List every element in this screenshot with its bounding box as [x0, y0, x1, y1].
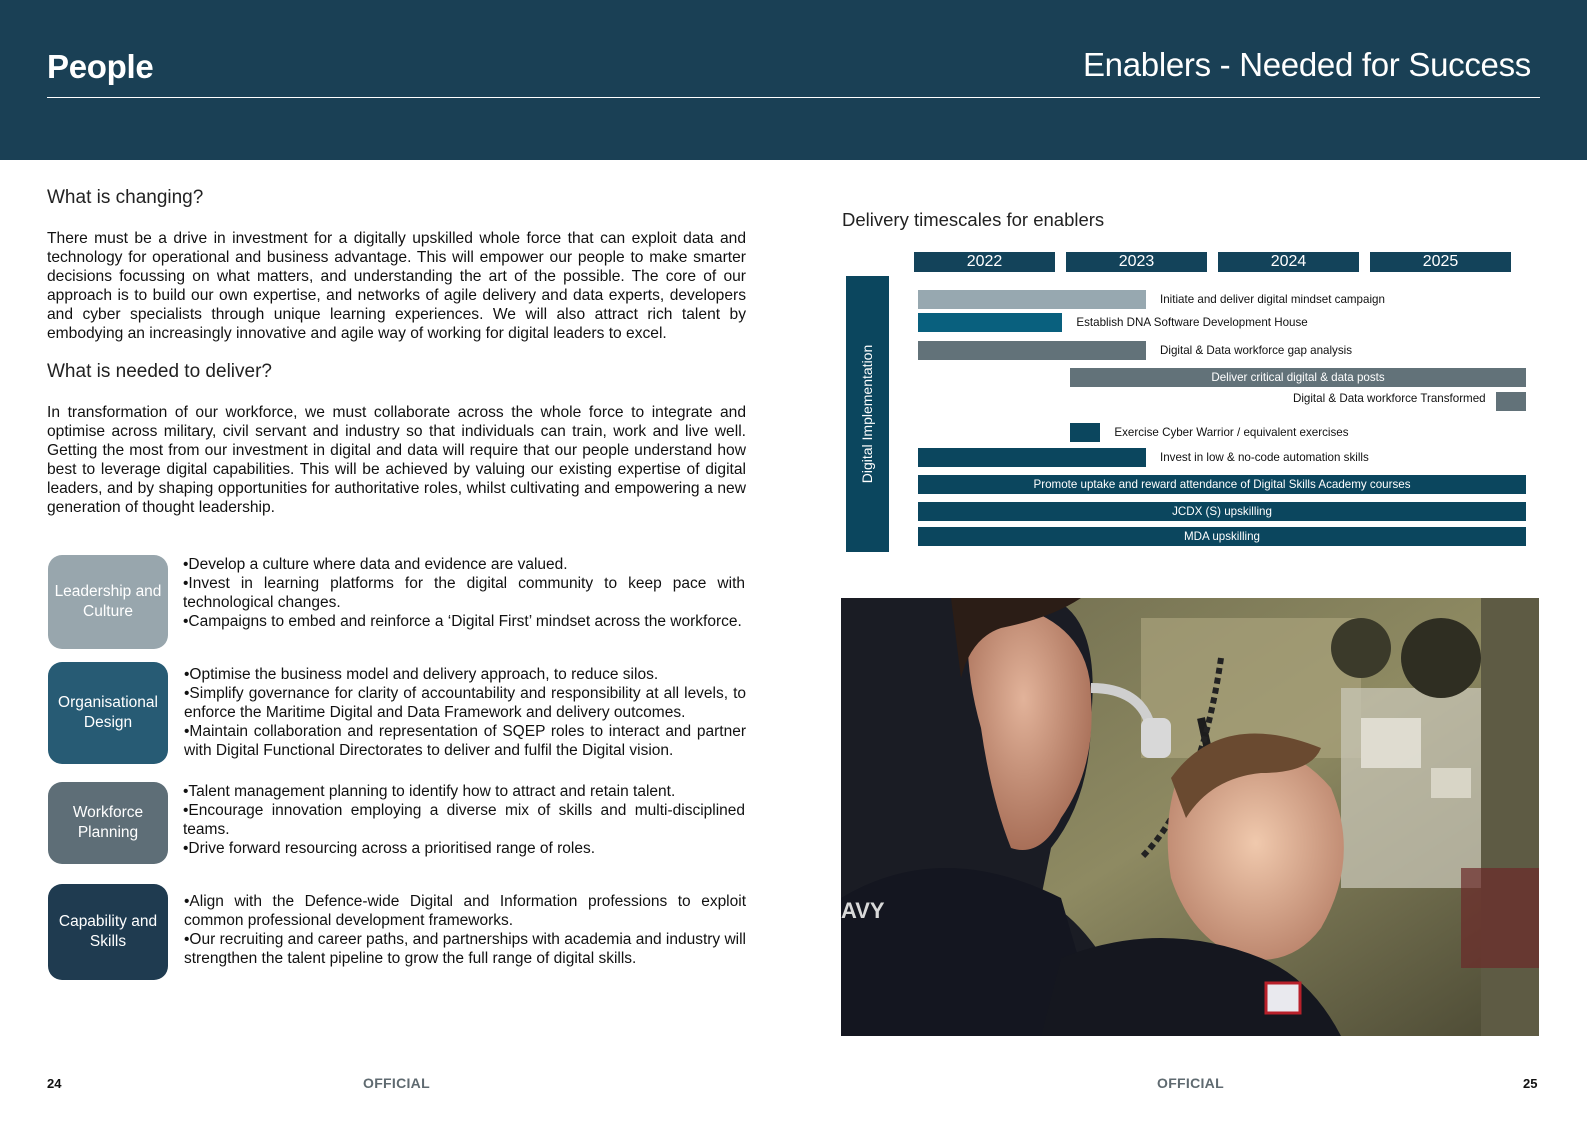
organisational-design-bullets	[184, 665, 746, 760]
bullet-item: •Talent management planning to identify how to attract and retain talent.	[183, 783, 676, 800]
gantt-bar-label: Invest in low & no-code automation skills	[1160, 451, 1369, 464]
gantt-bar-label: Initiate and deliver digital mindset campaign	[1160, 293, 1385, 306]
what-is-changing-body: There must be a drive in investment for a digitally upskilled whole force that can exploit data and technology for operational and business advantage. This will empower our people to make smarter decisions focussing on what matters, and understanding the art of the possible. The core of our approach is to build our own expertise, and networks of agile delivery and data experts, developers and cyber specialists through unique learning experiences. We will also attract rich talent by embodying an increasingly innovative and agile way of working for digital leaders to excel.	[47, 230, 746, 343]
bullet-item: •Develop a culture where data and evidence are valued.	[183, 556, 568, 573]
section-title: People	[47, 48, 154, 85]
gantt-bar-label: MDA upskilling	[1183, 530, 1261, 543]
year-header-2025: 2025	[1370, 252, 1511, 272]
pill-label: Workforce Planning	[72, 804, 144, 841]
bullet-item: •Optimise the business model and delivery approach, to reduce silos.	[184, 666, 659, 683]
capability-skills-bullets	[184, 892, 746, 968]
gantt-bar-label: Digital & Data workforce Transformed	[1292, 392, 1486, 405]
gantt-bar-label: Establish DNA Software Development House	[1076, 316, 1308, 329]
year-header-2022: 2022	[914, 252, 1055, 272]
bullet-item: •Maintain collaboration and representation of SQEP roles to interact and partner with Digital Functional Directorates to deliver and fulfil the Digital vision.	[184, 723, 746, 759]
gantt-bar	[918, 448, 1146, 467]
gantt-bar	[1070, 423, 1100, 442]
what-is-changing-heading: What is changing?	[47, 187, 204, 208]
photo-text: AVY	[841, 898, 885, 923]
year-header-2024: 2024	[1218, 252, 1359, 272]
chart-title: Delivery timescales for enablers	[842, 209, 1105, 230]
gantt-bar-label: Deliver critical digital & data posts	[1211, 371, 1385, 384]
bullet-item: •Drive forward resourcing across a prioritised range of roles.	[183, 840, 596, 857]
capability-skills-pill	[48, 884, 168, 980]
leadership-culture-pill	[48, 555, 168, 649]
year-header-2023: 2023	[1066, 252, 1207, 272]
delivery-timeline-chart	[842, 248, 1532, 558]
gantt-bar-label: Promote uptake and reward attendance of Digital Skills Academy courses	[1033, 478, 1411, 491]
pill-label: Organisational Design	[58, 694, 158, 731]
pill-label: Leadership and Culture	[54, 583, 162, 620]
right-classification-marking: OFFICIAL	[1157, 1075, 1224, 1091]
workforce-planning-bullets	[183, 782, 745, 858]
what-is-needed-heading: What is needed to deliver?	[47, 361, 272, 382]
gantt-bar	[918, 290, 1146, 309]
gantt-bar	[918, 341, 1146, 360]
bullet-item: •Campaigns to embed and reinforce a ‘Digital First’ mindset across the workforce.	[183, 613, 742, 630]
bullet-item: •Encourage innovation employing a diverse mix of skills and multi-disciplined teams.	[183, 802, 745, 838]
bullet-item: •Invest in learning platforms for the digital community to keep pace with technological changes.	[183, 575, 745, 611]
header-divider	[47, 97, 1540, 98]
workforce-planning-pill	[48, 782, 168, 864]
leadership-culture-bullets	[183, 555, 745, 631]
organisational-design-pill	[48, 662, 168, 764]
photo-illustration	[841, 598, 1539, 1036]
gantt-bar	[1496, 392, 1526, 411]
photo-sailors-at-console	[841, 598, 1539, 1036]
gantt-bar-label: JCDX (S) upskilling	[1172, 505, 1272, 518]
header-band	[0, 0, 1587, 160]
what-is-needed-body: In transformation of our workforce, we must collaborate across the whole force to integrate and optimise across military, civil servant and industry so that individuals can train, work and live well. Getting the most from our investment in digital and data will require that our people understand how best to leverage digital capabilities. This will be achieved by valuing our existing expertise of digital leaders, and by shaping opportunities for authoritative roles, whilst cultivating and empowering a new generation of thought leadership.	[47, 404, 746, 517]
gantt-bar-label: Exercise Cyber Warrior / equivalent exercises	[1114, 426, 1349, 439]
left-classification-marking: OFFICIAL	[363, 1075, 430, 1091]
bullet-item: •Align with the Defence-wide Digital and Information professions to exploit common professional development frameworks.	[184, 893, 746, 929]
pill-label: Capability and Skills	[58, 913, 158, 950]
gantt-bar	[918, 313, 1062, 332]
page-title: Enablers - Needed for Success	[1082, 46, 1531, 83]
right-page-number: 25	[1523, 1076, 1538, 1091]
left-page-number: 24	[47, 1076, 62, 1091]
bullet-item: •Simplify governance for clarity of accountability and responsibility at all levels, to enforce the Maritime Digital and Data Framework and delivery outcomes.	[184, 685, 746, 721]
bullet-item: •Our recruiting and career paths, and partnerships with academia and industry will strengthen the talent pipeline to grow the full range of digital skills.	[184, 931, 746, 967]
gantt-bar-label: Digital & Data workforce gap analysis	[1160, 344, 1353, 357]
group-label: Digital Implementation	[859, 344, 875, 484]
